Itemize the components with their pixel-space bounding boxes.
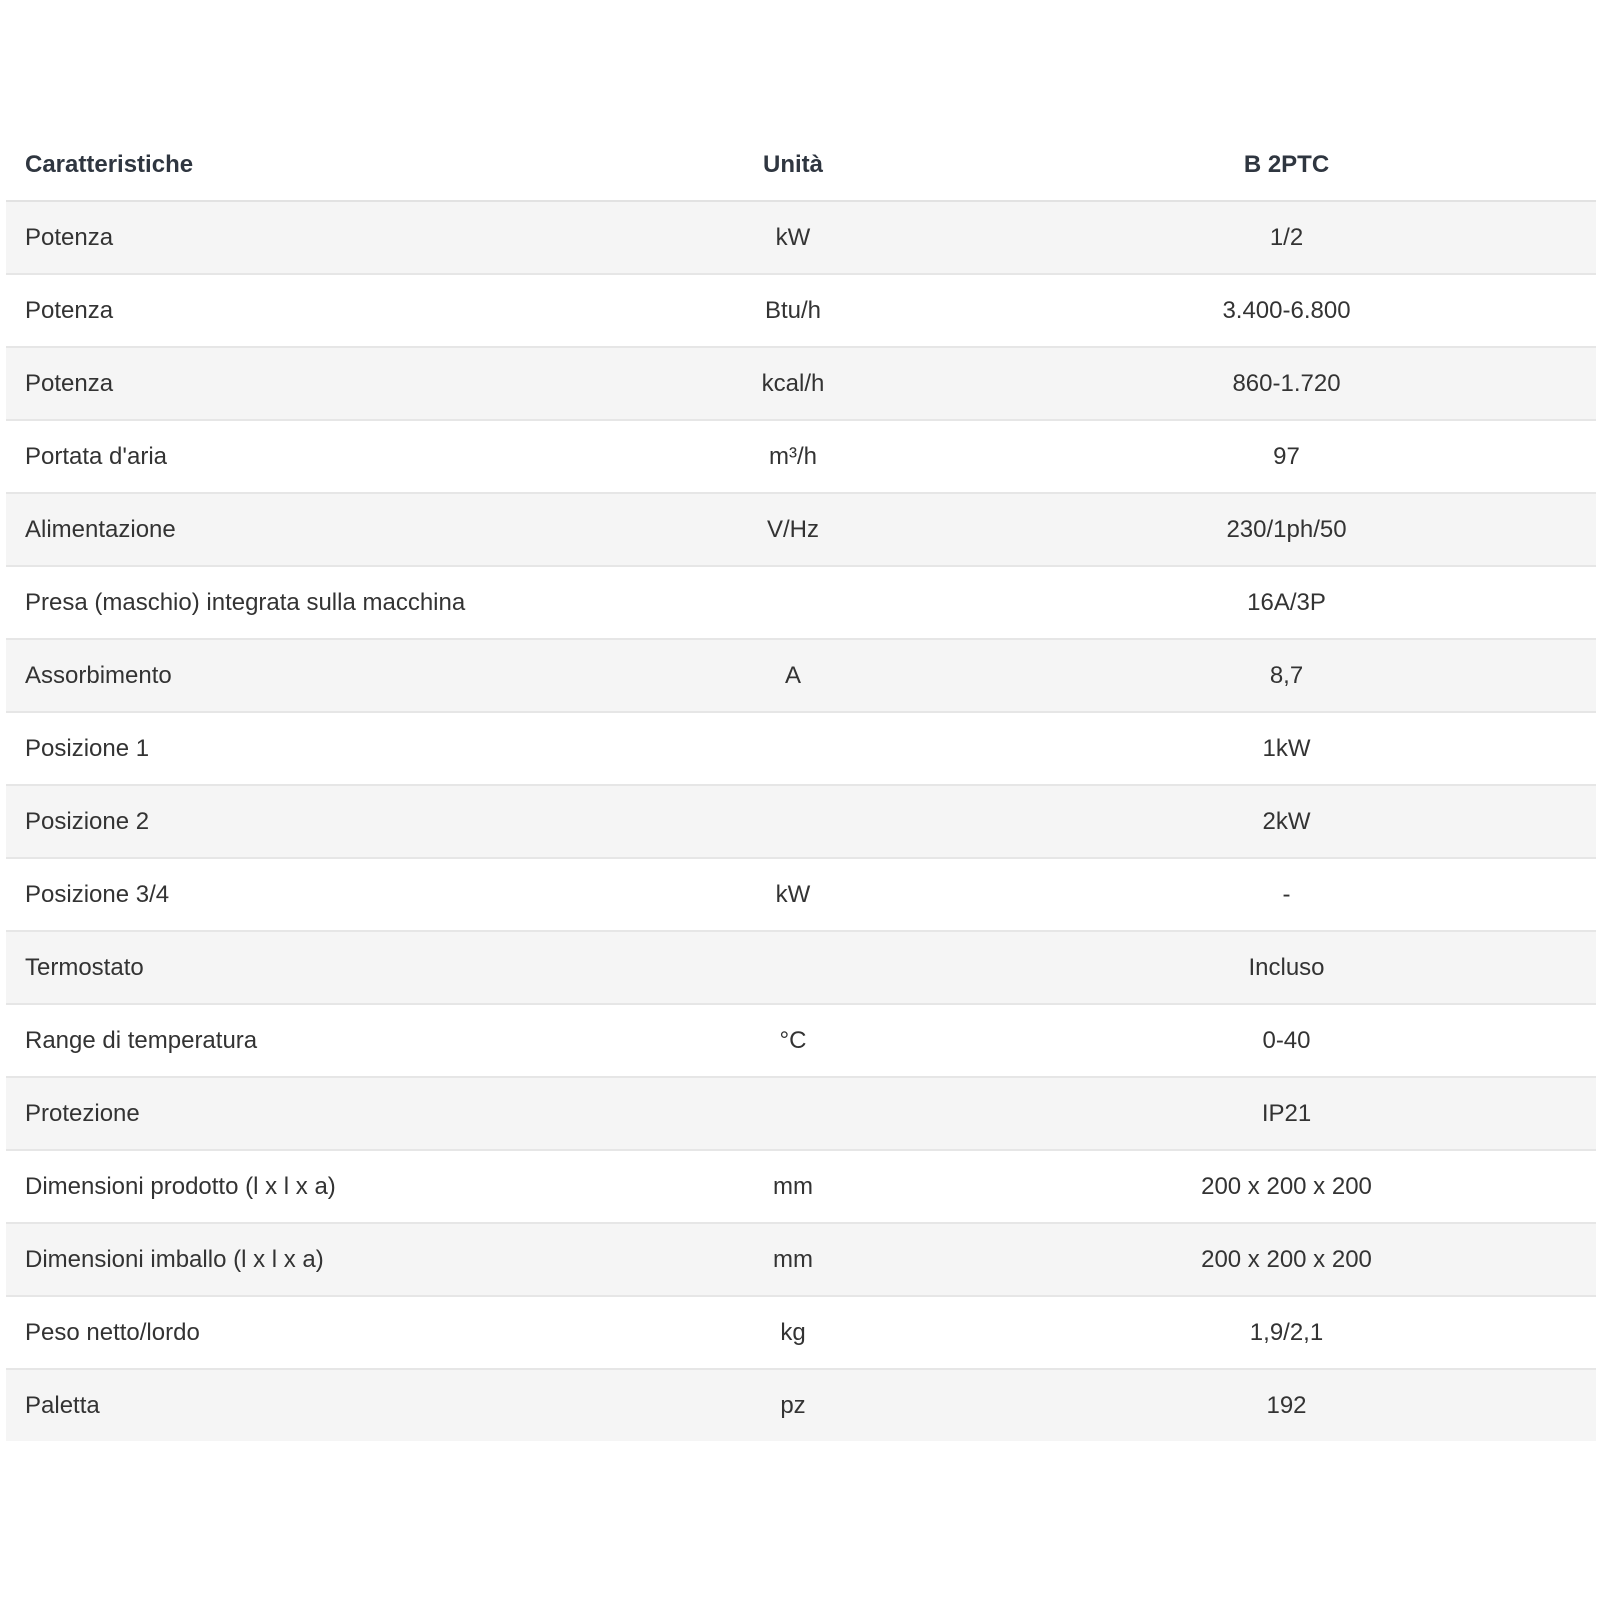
- row-unit: mm: [609, 1223, 977, 1296]
- table-row: [6, 1004, 1596, 1077]
- table-row: [6, 1369, 1596, 1441]
- table-row: [6, 1296, 1596, 1369]
- spec-table: [6, 130, 1596, 1441]
- header-caratteristiche: Caratteristiche: [6, 130, 609, 201]
- row-unit: kcal/h: [609, 347, 977, 420]
- table-row: [6, 1223, 1596, 1296]
- row-value: 3.400-6.800: [977, 274, 1596, 347]
- table-row: [6, 347, 1596, 420]
- row-name: Termostato: [6, 931, 609, 1004]
- table-row: [6, 201, 1596, 274]
- row-value: Incluso: [977, 931, 1596, 1004]
- row-unit: m³/h: [609, 420, 977, 493]
- row-name: Posizione 3/4: [6, 858, 609, 931]
- row-value: 16A/3P: [977, 566, 1596, 639]
- table-row: [6, 931, 1596, 1004]
- table-body: [6, 201, 1596, 1441]
- row-value: 192: [977, 1369, 1596, 1441]
- row-name: Potenza: [6, 274, 609, 347]
- row-name: Dimensioni prodotto (l x l x a): [6, 1150, 609, 1223]
- header-model: B 2PTC: [977, 130, 1596, 201]
- row-unit: mm: [609, 1150, 977, 1223]
- row-value: 1kW: [977, 712, 1596, 785]
- header-unita: Unità: [609, 130, 977, 201]
- header-row: [6, 130, 1596, 201]
- table-row: [6, 639, 1596, 712]
- row-name: Posizione 2: [6, 785, 609, 858]
- row-value: 1/2: [977, 201, 1596, 274]
- table-row: [6, 493, 1596, 566]
- row-value: 230/1ph/50: [977, 493, 1596, 566]
- row-unit: kW: [609, 858, 977, 931]
- row-unit: A: [609, 639, 977, 712]
- table-row: [6, 566, 1596, 639]
- row-value: 200 x 200 x 200: [977, 1150, 1596, 1223]
- row-value: 97: [977, 420, 1596, 493]
- row-unit: [609, 931, 977, 1004]
- row-value: 200 x 200 x 200: [977, 1223, 1596, 1296]
- row-unit: [609, 712, 977, 785]
- row-value: 2kW: [977, 785, 1596, 858]
- row-unit: [609, 1077, 977, 1150]
- table-header: [6, 130, 1596, 201]
- row-name: Peso netto/lordo: [6, 1296, 609, 1369]
- row-value: 0-40: [977, 1004, 1596, 1077]
- row-unit: kW: [609, 201, 977, 274]
- table-row: [6, 1077, 1596, 1150]
- row-value: -: [977, 858, 1596, 931]
- row-unit: kg: [609, 1296, 977, 1369]
- row-value: 1,9/2,1: [977, 1296, 1596, 1369]
- row-unit: [609, 785, 977, 858]
- row-name: Paletta: [6, 1369, 609, 1441]
- row-name: Portata d'aria: [6, 420, 609, 493]
- row-value: 860-1.720: [977, 347, 1596, 420]
- table-row: [6, 785, 1596, 858]
- row-value: IP21: [977, 1077, 1596, 1150]
- row-name: Potenza: [6, 201, 609, 274]
- row-unit: °C: [609, 1004, 977, 1077]
- row-unit: Btu/h: [609, 274, 977, 347]
- row-name: Dimensioni imballo (l x l x a): [6, 1223, 609, 1296]
- row-unit: pz: [609, 1369, 977, 1441]
- row-unit: V/Hz: [609, 493, 977, 566]
- table-row: [6, 712, 1596, 785]
- table-row: [6, 858, 1596, 931]
- row-name: Range di temperatura: [6, 1004, 609, 1077]
- row-name: Assorbimento: [6, 639, 609, 712]
- table-row: [6, 420, 1596, 493]
- table-row: [6, 274, 1596, 347]
- row-value: 8,7: [977, 639, 1596, 712]
- row-unit: [609, 566, 977, 639]
- row-name: Protezione: [6, 1077, 609, 1150]
- row-name: Presa (maschio) integrata sulla macchina: [6, 566, 609, 639]
- table-row: [6, 1150, 1596, 1223]
- row-name: Alimentazione: [6, 493, 609, 566]
- row-name: Potenza: [6, 347, 609, 420]
- row-name: Posizione 1: [6, 712, 609, 785]
